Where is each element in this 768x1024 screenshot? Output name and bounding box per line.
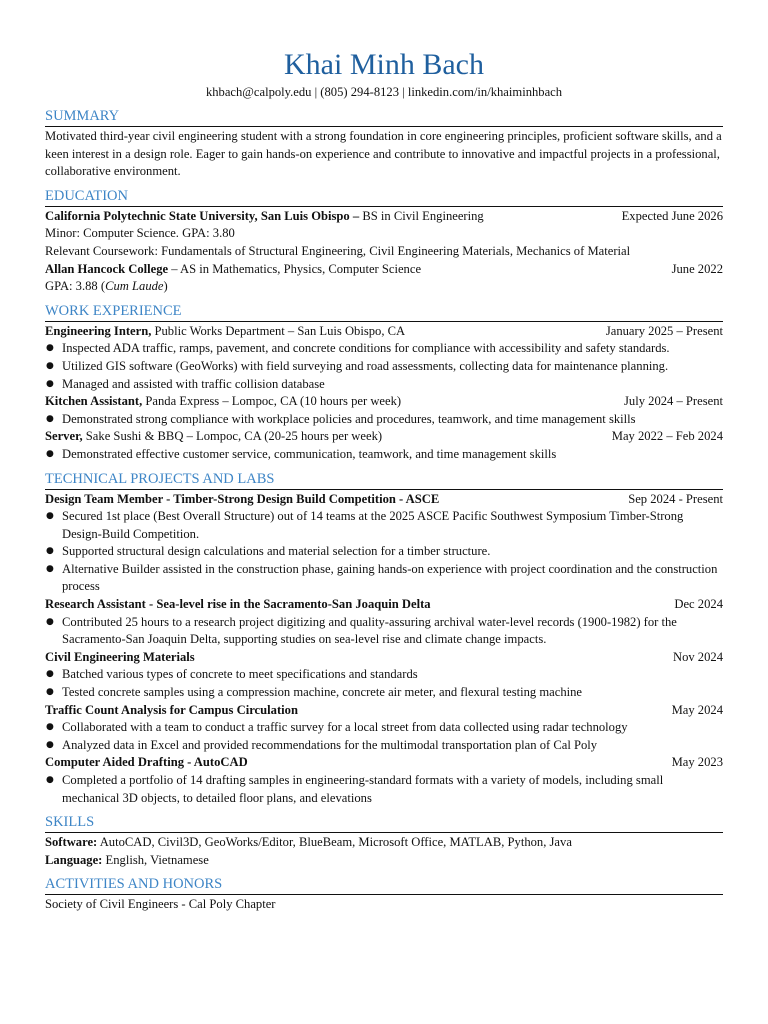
summary-text: Motivated third-year civil engineering student with a strong foundation in core engineering principles, proficient software skills, and a keen interest in a design role. Eager to gain hands-on experience and contribute to innovative and impactful projects in a professional, collaborative environment. — [45, 129, 722, 179]
education-date: Expected June 2026 — [621, 208, 723, 223]
project-date: Sep 2024 - Present — [628, 491, 723, 506]
activity-item: Society of Civil Engineers - Cal Poly Chapter — [45, 897, 276, 912]
projects-section — [45, 470, 723, 808]
project-date: Dec 2024 — [674, 597, 723, 612]
skills-section — [45, 813, 723, 869]
job-role: Engineering Intern, — [45, 323, 152, 338]
education-detail: Relevant Coursework: Fundamentals of Structural Engineering, Civil Engineering Materials, Mechanics of Material — [45, 243, 631, 258]
summary-section — [45, 107, 723, 181]
list-item: ● Completed a portfolio of 14 drafting samples in engineering-standard formats with a variety of models, including small mechanical 3D objects, to detailed floor plans, and elevations — [45, 772, 723, 807]
project-bullets — [45, 666, 723, 701]
job-bullets — [45, 340, 723, 393]
project-entry — [45, 649, 723, 667]
activities-section — [45, 875, 723, 914]
project-bullets — [45, 614, 723, 649]
job-entry — [45, 393, 723, 411]
job-bullets — [45, 411, 723, 429]
job-date: January 2025 – Present — [605, 323, 723, 338]
list-item: ● Batched various types of concrete to meet specifications and standards — [45, 666, 723, 684]
summary-heading: SUMMARY — [45, 107, 723, 127]
project-name: Design Team Member - Timber-Strong Design Build Competition - ASCE — [45, 491, 440, 506]
education-entry — [45, 208, 723, 226]
job-org: Panda Express – Lompoc, CA (10 hours per week) — [142, 394, 402, 409]
project-date: May 2024 — [671, 702, 723, 717]
project-name: Research Assistant - Sea-level rise in the Sacramento-San Joaquin Delta — [45, 597, 431, 612]
project-bullets — [45, 772, 723, 807]
school-name: California Polytechnic State University, San Luis Obispo – — [45, 208, 360, 223]
contact-line: khbach@calpoly.edu | (805) 294-8123 | linkedin.com/in/khaiminhbach — [205, 85, 563, 99]
projects-heading: TECHNICAL PROJECTS AND LABS — [45, 470, 723, 490]
candidate-name: Khai Minh Bach — [284, 48, 484, 81]
education-entry — [45, 261, 723, 279]
job-date: July 2024 – Present — [624, 394, 723, 409]
experience-section — [45, 302, 723, 464]
project-name: Traffic Count Analysis for Campus Circulation — [45, 702, 298, 717]
degree: – AS in Mathematics, Physics, Computer Science — [168, 261, 422, 276]
project-date: Nov 2024 — [672, 649, 723, 664]
resume-page — [45, 46, 723, 914]
list-item: ● Demonstrated effective customer service, communication, teamwork, and time management skills — [45, 446, 723, 464]
school-name: Allan Hancock College — [45, 261, 169, 276]
experience-heading: WORK EXPERIENCE — [45, 302, 723, 322]
list-item: ● Alternative Builder assisted in the construction phase, gaining hands-on experience with project coordination and the construction process — [45, 561, 723, 596]
job-entry — [45, 323, 723, 341]
list-item: ● Supported structural design calculations and material selection for a timber structure. — [45, 543, 723, 561]
job-entry — [45, 428, 723, 446]
project-entry — [45, 596, 723, 614]
education-date: June 2022 — [671, 261, 723, 276]
list-item: ● Analyzed data in Excel and provided recommendations for the multimodal transportation plan of Cal Poly — [45, 737, 723, 755]
project-date: May 2023 — [671, 755, 723, 770]
education-section — [45, 187, 723, 296]
list-item: ● Tested concrete samples using a compression machine, concrete air meter, and flexural testing machine — [45, 684, 723, 702]
job-bullets — [45, 446, 723, 464]
list-item: ● Utilized GIS software (GeoWorks) with field surveying and road assessments, collecting data for maintenance planning. — [45, 358, 723, 376]
project-bullets — [45, 508, 723, 596]
project-entry — [45, 754, 723, 772]
project-entry — [45, 491, 723, 509]
honor: Cum Laude — [105, 279, 164, 294]
job-date: May 2022 – Feb 2024 — [611, 429, 723, 444]
education-detail: Minor: Computer Science. GPA: 3.80 — [45, 226, 235, 241]
software-skills: Software: AutoCAD, Civil3D, GeoWorks/Editor, BlueBeam, Microsoft Office, MATLAB, Python, Java — [45, 835, 572, 850]
job-org: Sake Sushi & BBQ – Lompoc, CA (20-25 hours per week) — [82, 429, 383, 444]
degree: BS in Civil Engineering — [359, 208, 484, 223]
list-item: ● Contributed 25 hours to a research project digitizing and quality-assuring archival water-level records (1900-1982) for the Sacramento-San Joaquin Delta, supporting studies on sea-level rise and climate change impacts. — [45, 614, 723, 649]
activities-heading: ACTIVITIES AND HONORS — [45, 875, 723, 895]
project-name: Computer Aided Drafting - AutoCAD — [45, 755, 248, 770]
job-org: Public Works Department – San Luis Obispo, CA — [151, 323, 406, 338]
education-heading: EDUCATION — [45, 187, 723, 207]
education-detail: GPA: 3.88 (Cum Laude) — [45, 279, 168, 294]
project-entry — [45, 702, 723, 720]
list-item: ● Demonstrated strong compliance with workplace policies and procedures, teamwork, and time management skills — [45, 411, 723, 429]
list-item: ● Secured 1st place (Best Overall Structure) out of 14 teams at the 2025 ASCE Pacific Southwest Symposium Timber-Strong Design-Build Competition. — [45, 508, 723, 543]
list-item: ● Managed and assisted with traffic collision database — [45, 376, 723, 394]
job-role: Server, — [45, 429, 83, 444]
language-skills: Language: English, Vietnamese — [45, 852, 209, 867]
project-bullets — [45, 719, 723, 754]
job-role: Kitchen Assistant, — [45, 394, 143, 409]
list-item: ● Inspected ADA traffic, ramps, pavement, and concrete conditions for compliance with accessibility and safety standards. — [45, 340, 723, 358]
list-item: ● Collaborated with a team to conduct a traffic survey for a local street from data collected using radar technology — [45, 719, 723, 737]
project-name: Civil Engineering Materials — [45, 649, 195, 664]
skills-heading: SKILLS — [45, 813, 723, 833]
